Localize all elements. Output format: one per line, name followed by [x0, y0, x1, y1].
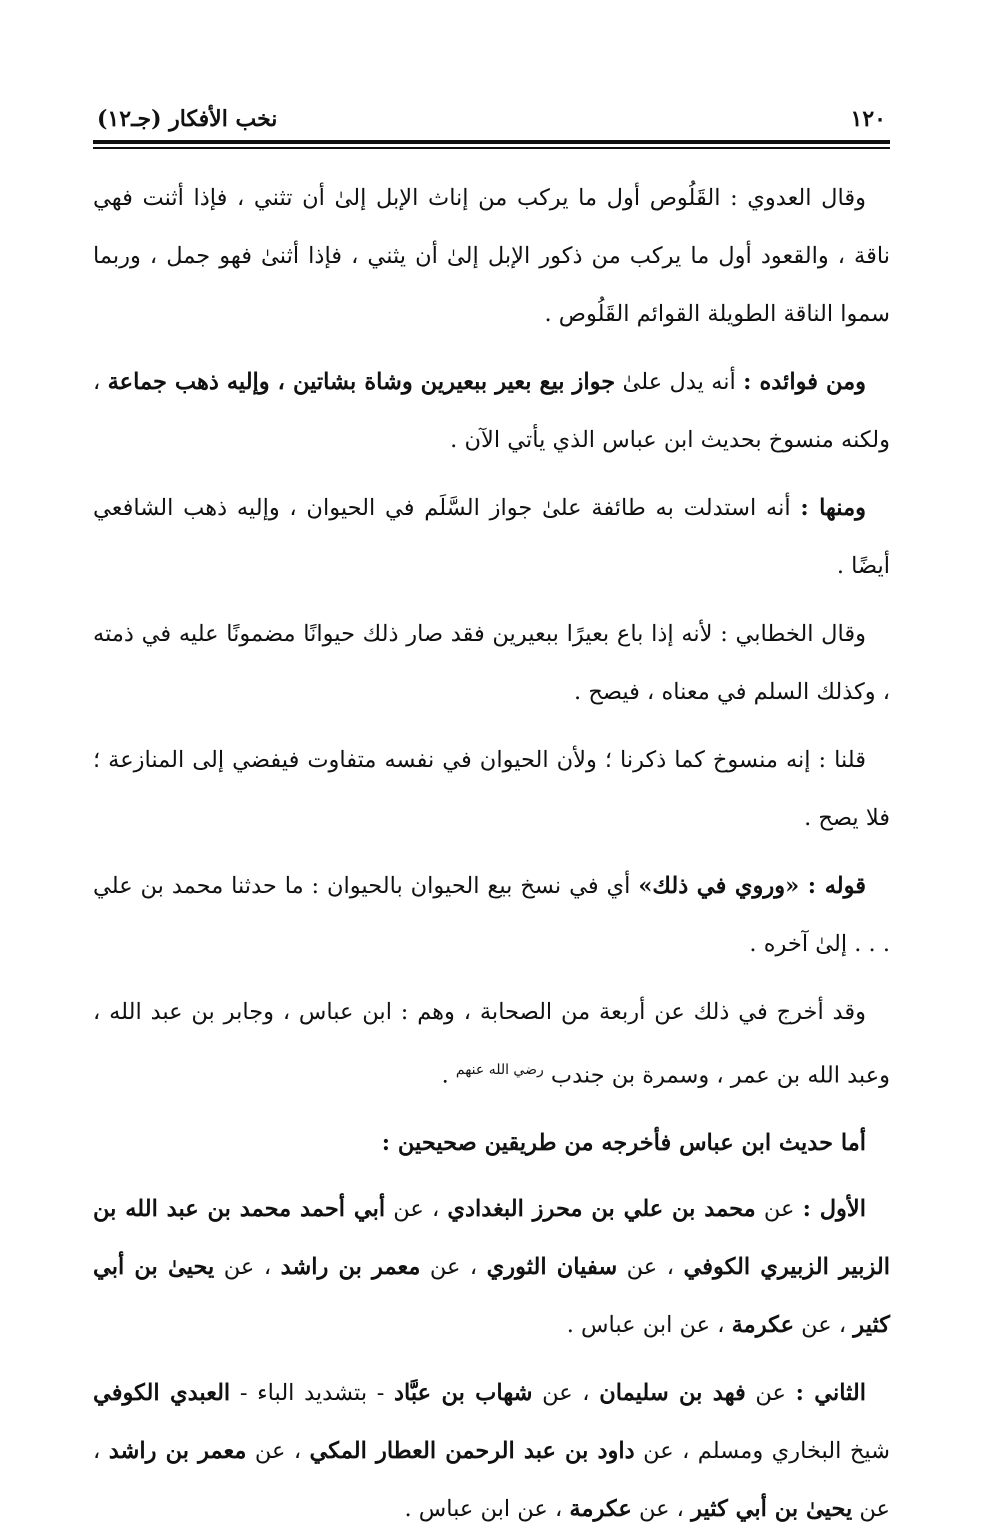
header-rule-thin: [93, 147, 890, 149]
section-heading: أما حديث ابن عباس فأخرجه من طريقين صحيحين :: [382, 1130, 866, 1156]
paragraph-3-text: أنه استدلت به طائفة علىٰ جواز السَّلَم في الحيوان ، وإليه ذهب الشافعي أيضًا .: [93, 495, 890, 579]
header-rule-thick: [93, 140, 890, 144]
p10-sep-f: ، عن: [93, 1438, 890, 1522]
body-text: [93, 169, 890, 1538]
book-title: نخب الأفكار (جـ١٢): [97, 106, 277, 132]
narrator-name: داود بن عبد الرحمن العطار المكي: [310, 1438, 635, 1464]
narrator-name: عكرمة: [569, 1496, 631, 1522]
honorific-glyph: رضي الله عنهم: [456, 1062, 544, 1078]
narrator-name: العبدي الكوفي: [93, 1380, 230, 1406]
paragraph-9: [93, 1180, 890, 1354]
paragraph-3-lead: ومنها :: [800, 495, 866, 521]
paragraph-7-text-b: .: [442, 1062, 456, 1088]
p10-sep-c: - بتشديد الباء -: [230, 1380, 394, 1406]
narrator-name: معمر بن راشد: [109, 1438, 247, 1464]
p10-sep-e: ، عن: [246, 1438, 309, 1464]
paragraph-2-bold: جواز بيع بعير ببعيرين وشاة بشاتين ، وإليه ذهب جماعة: [108, 369, 616, 395]
paragraph-6: [93, 857, 890, 973]
p10-sep-h: ، عن ابن عباس .: [405, 1496, 570, 1522]
paragraph-6-lead: قوله : «وروي في ذلك»: [638, 873, 866, 899]
narrator-name: يحيىٰ بن أبي كثير: [93, 1254, 890, 1338]
paragraph-1: [93, 169, 890, 343]
narrator-name: شهاب بن عبَّاد: [394, 1380, 532, 1406]
paragraph-1-text: وقال العدوي : القَلُوص أول ما يركب من إناث الإبل إلىٰ أن تثني ، فإذا أثنت فهي ناقة ، والقعود أول ما يركب من ذكور الإبل إلىٰ أن يثني ، فإذا أثنىٰ فهو جمل ، وربما سموا الناقة الطويلة القوائم القَلُوص .: [93, 185, 890, 327]
paragraph-6-text: أي في نسخ بيع الحيوان بالحيوان : ما حدثنا محمد بن علي . . . إلىٰ آخره .: [93, 873, 890, 957]
paragraph-5: [93, 731, 890, 847]
p9-sep-g: ، عن ابن عباس .: [567, 1312, 732, 1338]
page-header: [93, 100, 890, 140]
p9-sep-d: ، عن: [420, 1254, 486, 1280]
paragraph-2: [93, 353, 890, 469]
p9-sep-f: ، عن: [794, 1312, 853, 1338]
narrator-name: سفيان الثوري: [487, 1254, 618, 1280]
paragraph-9-lead: الأول :: [803, 1196, 866, 1222]
p10-sep-d: شيخ البخاري ومسلم ، عن: [635, 1438, 890, 1464]
p10-sep-g: ، عن: [632, 1496, 691, 1522]
paragraph-3: [93, 479, 890, 595]
paragraph-10-lead: الثاني :: [796, 1380, 866, 1406]
narrator-name: محمد بن علي بن محرز البغدادي: [447, 1196, 755, 1222]
narrator-name: أبي أحمد محمد بن عبد الله بن الزبير الزبيري الكوفي: [93, 1196, 890, 1280]
paragraph-8-heading: [93, 1114, 890, 1172]
p10-sep-b: ، عن: [532, 1380, 599, 1406]
p10-sep-a: عن: [746, 1380, 796, 1406]
narrator-name: يحيىٰ بن أبي كثير: [691, 1496, 852, 1522]
narrator-name: فهد بن سليمان: [599, 1380, 745, 1406]
p9-sep-c: ، عن: [617, 1254, 683, 1280]
paragraph-4-text: وقال الخطابي : لأنه إذا باع بعيرًا ببعيرين فقد صار ذلك حيوانًا مضمونًا عليه في ذمته ، وكذلك السلم في معناه ، فيصح .: [93, 621, 890, 705]
paragraph-2-text-a: أنه يدل علىٰ: [615, 369, 743, 395]
page-number: ١٢٠: [851, 106, 886, 132]
paragraph-7-text-a: وقد أخرج في ذلك عن أربعة من الصحابة ، وهم : ابن عباس ، وجابر بن عبد الله ، وعبد الله بن عمر ، وسمرة بن جندب: [93, 999, 890, 1089]
p9-sep-a: عن: [756, 1196, 803, 1222]
paragraph-2-text-b: ، ولكنه منسوخ بحديث ابن عباس الذي يأتي الآن .: [93, 369, 890, 453]
paragraph-4: [93, 605, 890, 721]
paragraph-7: [93, 983, 890, 1105]
document-page: [93, 100, 890, 1377]
p9-sep-b: ، عن: [385, 1196, 447, 1222]
narrator-name: معمر بن راشد: [281, 1254, 421, 1280]
narrator-name: عكرمة: [732, 1312, 794, 1338]
paragraph-10: [93, 1364, 890, 1538]
paragraph-2-lead: ومن فوائده :: [743, 369, 866, 395]
paragraph-5-text: قلنا : إنه منسوخ كما ذكرنا ؛ ولأن الحيوان في نفسه متفاوت فيفضي إلى المنازعة ؛ فلا يصح .: [93, 747, 890, 831]
p9-sep-e: ، عن: [214, 1254, 280, 1280]
